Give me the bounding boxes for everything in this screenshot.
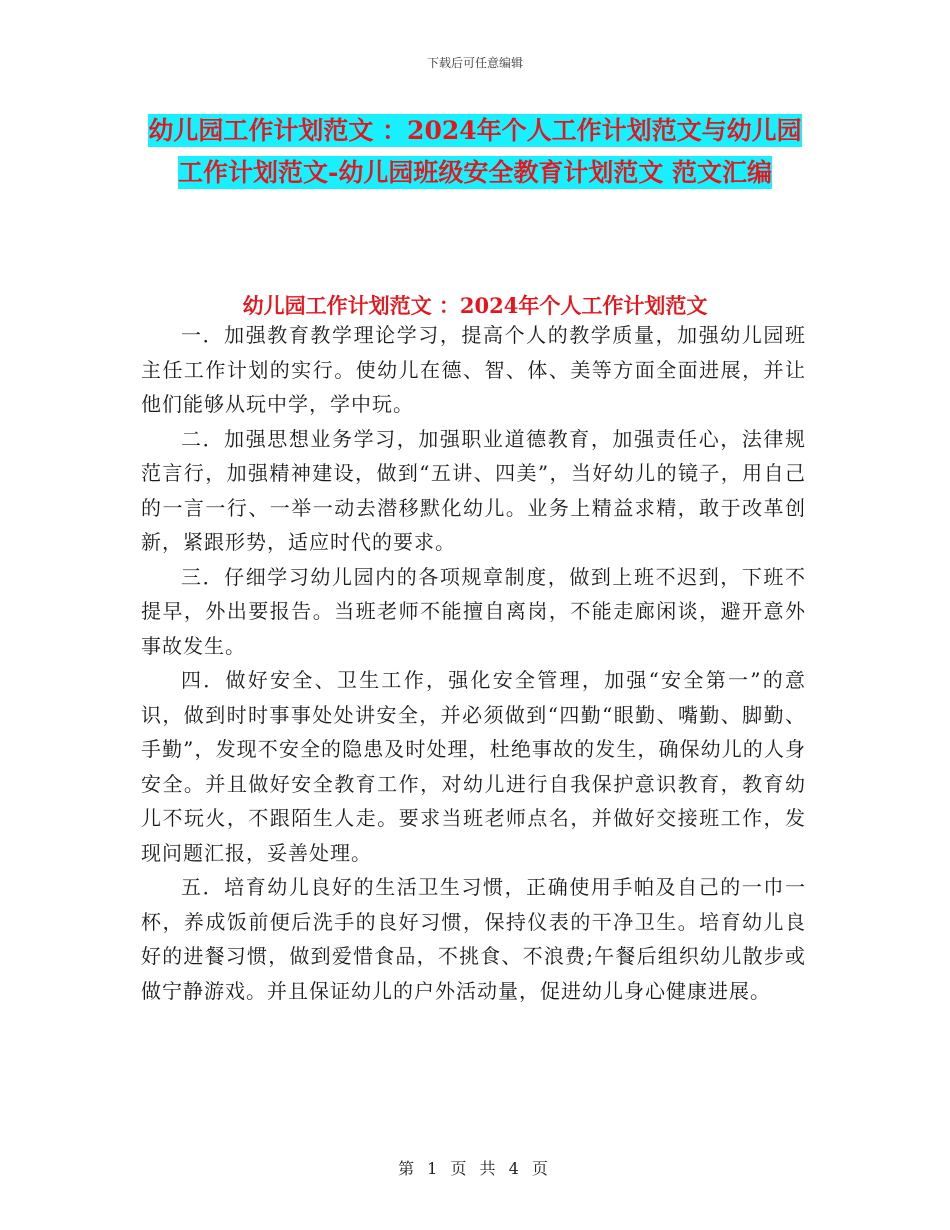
paragraph-3: 三．仔细学习幼儿园内的各项规章制度，做到上班不迟到，下班不提早，外出要报告。当班老师不能擅自离岗，不能走廊闲谈，避开意外事故发生。	[141, 564, 806, 658]
paragraph-4: 四．做好安全、卫生工作，强化安全管理，加强“安全第一”的意识，做到时时事事处处讲安全，并必须做到“四勤“眼勤、嘴勤、脚勤、手勤”，发现不安全的隐患及时处理，杜绝事故的发生，确保幼儿的人身安全。并且做好安全教育工作，对幼儿进行自我保护意识教育，教育幼儿不玩火，不跟陌生人走。要求当班老师点名，并做好交接班工作，发现问题汇报，妥善处理。	[141, 668, 806, 865]
section-title: 幼儿园工作计划范文 ：2024年个人工作计划范文	[242, 293, 708, 318]
paragraph-1: 一．加强教育教学理论学习，提高个人的教学质量，加强幼儿园班主任工作计划的实行。使幼儿在德、智、体、美等方面全面进展，并让他们能够从玩中学，学中玩。	[141, 323, 806, 416]
document-title	[140, 110, 810, 194]
document-title-text: 幼儿园工作计划范文 ：2024年个人工作计划范文与幼儿园工作计划范文-幼儿园班级安全教育计划范文 范文汇编	[148, 116, 802, 187]
paragraph-2: 二．加强思想业务学习，加强职业道德教育，加强责任心，法律规范言行，加强精神建设，做到“五讲、四美”，当好幼儿的镜子，用自己的一言一行、一举一动去潜移默化幼儿。业务上精益求精，敢于改革创新，紧跟形势，适应时代的要求。	[141, 426, 806, 554]
header-note: 下载后可任意编辑	[426, 56, 523, 70]
page-number-footer: 第 1 页 共 4 页	[398, 1159, 552, 1178]
paragraph-5: 五．培育幼儿良好的生活卫生习惯，正确使用手帕及自己的一巾一杯，养成饭前便后洗手的良好习惯，保持仪表的干净卫生。培育幼儿良好的进餐习惯，做到爱惜食品，不挑食、不浪费;午餐后组织幼儿散步或做宁静游戏。并且保证幼儿的户外活动量，促进幼儿身心健康进展。	[141, 875, 806, 1003]
document-body	[141, 318, 806, 1008]
